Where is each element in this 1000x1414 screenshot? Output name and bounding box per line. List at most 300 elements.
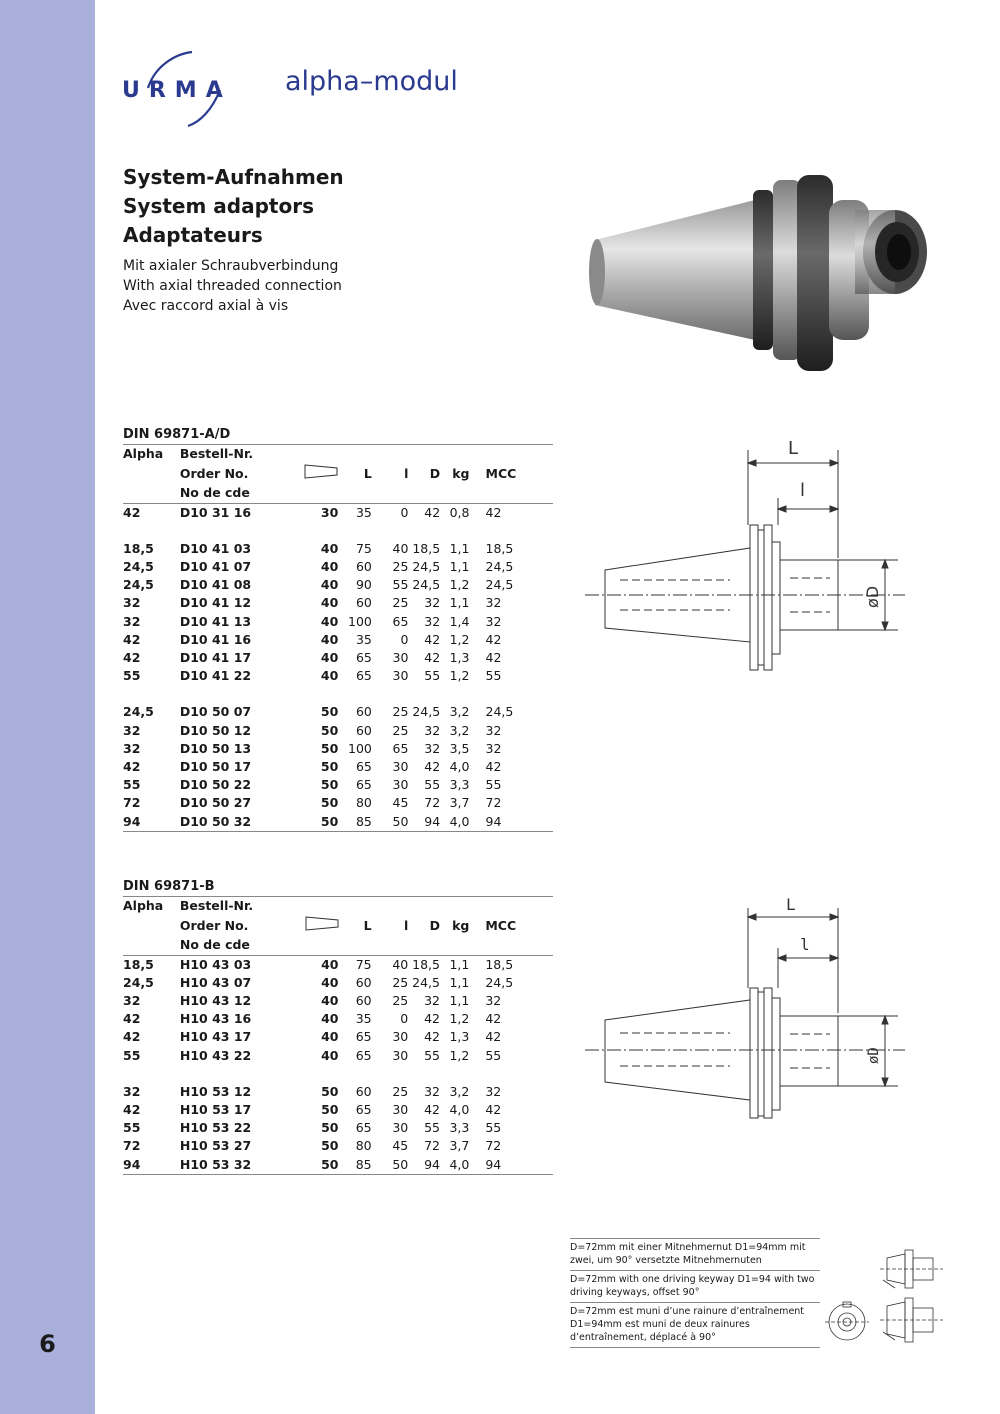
cell-kg: 1,1: [449, 993, 470, 1009]
table-row: [123, 631, 553, 649]
cell-mcc: 24,5: [485, 559, 514, 575]
cell-L: 35: [355, 1011, 372, 1027]
table-row: [123, 558, 553, 576]
cell-D: 55: [424, 1120, 440, 1136]
cell-taper: 40: [321, 1047, 339, 1063]
cell-D: 42: [424, 504, 441, 520]
table-row: [123, 1119, 553, 1137]
cell-kg: 3,3: [449, 1120, 470, 1136]
cell-D: 32: [424, 613, 441, 629]
cell-alpha: 72: [123, 795, 141, 811]
cell-l: 25: [392, 993, 409, 1009]
cell-mcc: 94: [470, 813, 554, 832]
cell-order-no: D10 41 17: [179, 650, 252, 666]
col-alpha: Alpha: [123, 898, 164, 913]
cell-mcc: 24,5: [485, 577, 514, 593]
cell-L: 65: [355, 1120, 372, 1136]
cell-L: 65: [355, 668, 372, 684]
cell-l: 30: [392, 1029, 409, 1045]
cell-D: 32: [424, 595, 441, 611]
cell-l: 0: [400, 504, 409, 520]
cell-order-no: D10 50 27: [179, 795, 252, 811]
cell-alpha: 42: [123, 1029, 141, 1045]
cell-L: 60: [355, 595, 372, 611]
cell-kg: 1,2: [449, 668, 470, 684]
table-title: DIN 69871-B: [123, 878, 553, 897]
col-alpha: Alpha: [123, 446, 164, 461]
table-row: [123, 594, 553, 612]
group-spacer: [123, 685, 553, 703]
table-row: [123, 992, 553, 1010]
cell-kg: 1,1: [449, 595, 470, 611]
cell-order-no: H10 43 07: [179, 974, 252, 990]
cell-alpha: 32: [123, 740, 141, 756]
cell-l: 45: [392, 1138, 409, 1154]
cell-D: 55: [424, 668, 441, 684]
cell-mcc: 72: [485, 1138, 502, 1154]
cell-taper: 40: [321, 993, 339, 1009]
cell-kg: 3,7: [449, 795, 470, 811]
cell-L: 60: [355, 993, 372, 1009]
table-row: [123, 576, 553, 594]
cell-taper: 40: [320, 577, 339, 593]
cell-mcc: 55: [485, 1047, 502, 1063]
cell-taper: 40: [320, 631, 339, 647]
cell-order-no: D10 41 13: [179, 613, 252, 629]
cell-taper: 30: [320, 504, 339, 520]
cell-taper: 50: [320, 759, 339, 775]
col-kg: kg: [452, 465, 470, 481]
cell-kg: 1,2: [449, 1011, 470, 1027]
cell-taper: 50: [299, 813, 343, 832]
cell-alpha: 94: [123, 813, 180, 832]
subtitle-fr: Avec raccord axial à vis: [123, 298, 289, 314]
keyway-diagram: [825, 1240, 945, 1360]
cell-alpha: 32: [123, 993, 141, 1009]
cell-order-no: H10 53 32: [180, 1156, 299, 1175]
cell-kg: 1,4: [449, 613, 470, 629]
cell-mcc: 32: [485, 993, 502, 1009]
cell-alpha: 24,5: [123, 704, 154, 720]
cell-l: 55: [392, 577, 409, 593]
cell-L: 65: [355, 1102, 372, 1118]
cell-kg: 1,1: [449, 956, 470, 972]
cell-alpha: 72: [123, 1138, 141, 1154]
cell-mcc: 32: [485, 613, 502, 629]
cell-order-no: D10 41 03: [179, 540, 252, 556]
cell-alpha: 42: [123, 1102, 141, 1118]
table-row: [123, 503, 553, 522]
cell-alpha: 32: [123, 595, 141, 611]
cell-kg: 1,1: [449, 559, 470, 575]
cell-L: 60: [355, 559, 372, 575]
table-row: [123, 813, 553, 832]
cell-D: 42: [424, 759, 441, 775]
table-row: [123, 722, 553, 740]
cell-l: 30: [392, 1102, 409, 1118]
cell-order-no: D10 31 16: [179, 504, 252, 520]
cell-mcc: 42: [485, 650, 502, 666]
cell-alpha: 42: [123, 650, 141, 666]
cell-D: 42: [424, 1011, 440, 1027]
cell-kg: 1,1: [449, 974, 470, 990]
cell-l: 30: [392, 1047, 409, 1063]
cell-taper: 40: [320, 559, 339, 575]
cell-kg: 3,7: [449, 1138, 470, 1154]
sidebar-band: [0, 0, 95, 1414]
cell-kg: 4,0: [440, 1156, 469, 1175]
table-row: [123, 1101, 553, 1119]
cell-alpha: 42: [123, 1011, 141, 1027]
cell-kg: 4,0: [449, 1102, 470, 1118]
cell-D: 55: [424, 777, 441, 793]
cell-l: 25: [392, 595, 409, 611]
cell-l: 65: [392, 740, 409, 756]
cell-order-no: H10 53 22: [179, 1120, 252, 1136]
cell-mcc: 42: [485, 1029, 502, 1045]
cell-L: 65: [355, 759, 372, 775]
cell-mcc: 42: [485, 504, 502, 520]
dim-l-label: l: [800, 480, 806, 501]
table-row: [123, 667, 553, 685]
note-fr: D=72mm est muni d’une rainure d’entraînement D1=94mm est muni de deux rainures d’entraînement, déplacé à 90°: [570, 1302, 820, 1347]
col-order-fr: No de cde: [180, 936, 299, 955]
cell-D: 32: [424, 993, 440, 1009]
cell-D: 24,5: [412, 577, 441, 593]
subtitle-block: [123, 256, 342, 316]
table-din-ad: [123, 426, 553, 832]
cell-L: 60: [355, 704, 372, 720]
cell-order-no: H10 43 22: [179, 1047, 252, 1063]
cell-mcc: 32: [485, 722, 502, 738]
cell-D: 55: [424, 1047, 440, 1063]
cell-D: 32: [424, 1083, 440, 1099]
cell-order-no: H10 43 16: [179, 1011, 252, 1027]
cell-taper: 50: [320, 722, 339, 738]
cell-L: 85: [342, 813, 372, 832]
cell-l: 0: [400, 631, 409, 647]
cell-alpha: 42: [123, 759, 141, 775]
cell-mcc: 42: [485, 631, 502, 647]
cell-taper: 50: [299, 1156, 343, 1175]
cell-L: 60: [355, 1083, 372, 1099]
cell-taper: 40: [321, 1011, 339, 1027]
cell-mcc: 32: [485, 595, 502, 611]
cell-L: 85: [343, 1156, 372, 1175]
cell-taper: 50: [321, 1083, 339, 1099]
table-row: [123, 649, 553, 667]
table-row: [123, 1047, 553, 1065]
col-order-de: Bestell-Nr.: [179, 898, 254, 913]
cell-l: 30: [392, 759, 409, 775]
cell-order-no: D10 50 32: [180, 813, 299, 832]
cell-l: 45: [392, 795, 409, 811]
cell-order-no: H10 53 12: [179, 1083, 252, 1099]
technical-drawing-ad: [580, 430, 910, 680]
cell-alpha: 42: [123, 631, 141, 647]
cell-taper: 50: [321, 1102, 339, 1118]
dim-L-label: L: [788, 438, 799, 459]
cell-L: 80: [355, 795, 372, 811]
cell-L: 90: [355, 577, 372, 593]
cell-l: 30: [392, 777, 409, 793]
table-row: [123, 955, 553, 974]
cell-taper: 50: [321, 1138, 339, 1154]
col-L: L: [363, 465, 372, 481]
cell-L: 65: [355, 1029, 372, 1045]
cell-order-no: D10 41 22: [179, 668, 252, 684]
cell-L: 80: [355, 1138, 372, 1154]
cell-taper: 40: [320, 650, 339, 666]
cell-taper: 50: [320, 777, 339, 793]
logo-product-text: alpha–modul: [285, 66, 458, 97]
page-number: 6: [39, 1330, 56, 1358]
col-l: l: [404, 465, 409, 481]
taper-icon: [304, 463, 338, 479]
cell-taper: 40: [320, 668, 339, 684]
cell-L: 75: [355, 956, 372, 972]
cell-D: 72: [424, 1138, 440, 1154]
cell-l: 25: [392, 722, 409, 738]
cell-D: 42: [424, 1102, 440, 1118]
cell-L: 35: [355, 631, 372, 647]
group-spacer: [123, 1065, 553, 1083]
cell-order-no: D10 50 12: [179, 722, 252, 738]
cell-kg: 3,2: [449, 704, 470, 720]
cell-alpha: 24,5: [123, 974, 154, 990]
cell-kg: 3,2: [449, 1083, 470, 1099]
table-row: [123, 540, 553, 558]
table-din-b: [123, 878, 553, 1175]
cell-l: 30: [392, 650, 409, 666]
table-row: [123, 974, 553, 992]
cell-mcc: 24,5: [485, 704, 514, 720]
logo-brand-text: URMA: [122, 78, 232, 103]
col-D: D: [429, 917, 440, 933]
cell-alpha: 24,5: [123, 559, 154, 575]
cell-taper: 50: [321, 1120, 339, 1136]
col-kg: kg: [452, 917, 470, 933]
cell-kg: 3,5: [449, 740, 470, 756]
cell-D: 24,5: [412, 704, 441, 720]
cell-alpha: 55: [123, 1047, 141, 1063]
cell-mcc: 18,5: [485, 956, 514, 972]
cell-alpha: 24,5: [123, 577, 154, 593]
cell-mcc: 32: [485, 740, 502, 756]
cell-l: 40: [392, 540, 409, 556]
cell-L: 75: [355, 540, 372, 556]
cell-L: 65: [355, 650, 372, 666]
title-en: System adaptors: [123, 194, 314, 218]
cell-mcc: 55: [485, 777, 502, 793]
dim-D-label: øD: [866, 1047, 882, 1064]
title-de: System-Aufnahmen: [123, 165, 344, 189]
cell-L: 65: [355, 777, 372, 793]
cell-mcc: 24,5: [485, 974, 514, 990]
cell-D: 18,5: [412, 956, 440, 972]
cell-order-no: H10 53 27: [179, 1138, 252, 1154]
cell-D: 42: [424, 631, 441, 647]
cell-l: 25: [392, 974, 409, 990]
cell-kg: 1,2: [449, 1047, 470, 1063]
cell-order-no: D10 41 16: [179, 631, 252, 647]
cell-order-no: D10 50 22: [179, 777, 252, 793]
cell-taper: 40: [321, 956, 339, 972]
cell-l: 0: [400, 1011, 409, 1027]
cell-D: 32: [424, 722, 441, 738]
table-body: [123, 955, 553, 1174]
product-photo: [585, 170, 945, 380]
cell-l: 40: [392, 956, 409, 972]
cell-L: 65: [355, 1047, 372, 1063]
table-row: [123, 1083, 553, 1101]
cell-kg: 1,2: [449, 577, 470, 593]
table-row: [123, 758, 553, 776]
cell-order-no: H10 43 03: [179, 956, 252, 972]
notes-block: [570, 1238, 820, 1348]
cell-mcc: 72: [485, 795, 502, 811]
cell-mcc: 42: [485, 759, 502, 775]
cell-l: 25: [392, 1083, 409, 1099]
cell-mcc: 42: [485, 1102, 502, 1118]
cell-kg: 0,8: [449, 504, 470, 520]
title-fr: Adaptateurs: [123, 223, 263, 247]
cell-taper: 40: [320, 595, 339, 611]
cell-kg: 3,3: [449, 777, 470, 793]
cell-L: 35: [355, 504, 372, 520]
technical-drawing-b: [580, 888, 910, 1148]
cell-D: 32: [424, 740, 441, 756]
cell-alpha: 55: [123, 668, 141, 684]
col-L: L: [363, 917, 372, 933]
table-row: [123, 776, 553, 794]
taper-icon: [305, 915, 339, 931]
table-row: [123, 1010, 553, 1028]
cell-taper: 40: [321, 1029, 339, 1045]
cell-mcc: 32: [485, 1083, 502, 1099]
cell-order-no: D10 50 13: [179, 740, 252, 756]
cell-kg: 1,2: [449, 631, 470, 647]
table-row: [123, 613, 553, 631]
table-body: [123, 503, 553, 831]
cell-D: 24,5: [412, 974, 440, 990]
dim-L-label: L: [786, 895, 796, 914]
cell-mcc: 55: [485, 1120, 502, 1136]
cell-L: 100: [348, 613, 372, 629]
col-D: D: [429, 465, 441, 481]
brand-logo: [120, 48, 510, 130]
data-table: [123, 445, 553, 832]
cell-l: 50: [372, 813, 409, 832]
cell-kg: 3,2: [449, 722, 470, 738]
cell-l: 30: [392, 1120, 409, 1136]
cell-order-no: H10 43 17: [179, 1029, 252, 1045]
cell-order-no: H10 43 12: [179, 993, 252, 1009]
cell-mcc: 55: [485, 668, 502, 684]
cell-mcc: 94: [469, 1156, 553, 1175]
cell-kg: 4,0: [449, 759, 470, 775]
cell-taper: 50: [320, 704, 339, 720]
cell-alpha: 42: [123, 504, 141, 520]
cell-order-no: D10 41 07: [179, 559, 252, 575]
cell-alpha: 18,5: [123, 540, 154, 556]
table-row: [123, 740, 553, 758]
cell-L: 60: [355, 974, 372, 990]
cell-alpha: 32: [123, 613, 141, 629]
cell-order-no: D10 50 17: [179, 759, 252, 775]
dim-D-label: øD: [863, 585, 882, 608]
cell-D: 24,5: [412, 559, 441, 575]
cell-taper: 50: [320, 740, 339, 756]
col-mcc: MCC: [485, 465, 517, 481]
cell-taper: 50: [320, 795, 339, 811]
cell-taper: 40: [320, 540, 339, 556]
cell-l: 25: [392, 559, 409, 575]
col-mcc: MCC: [485, 917, 517, 933]
cell-mcc: 18,5: [485, 540, 514, 556]
subtitle-en: With axial threaded connection: [123, 278, 342, 294]
cell-order-no: H10 53 17: [179, 1102, 252, 1118]
cell-alpha: 18,5: [123, 956, 154, 972]
table-row: [123, 794, 553, 812]
note-en: D=72mm with one driving keyway D1=94 with two driving keyways, offset 90°: [570, 1270, 820, 1302]
col-order-en: Order No.: [179, 917, 249, 933]
cell-L: 100: [348, 740, 372, 756]
cell-alpha: 32: [123, 722, 141, 738]
cell-taper: 40: [320, 613, 339, 629]
cell-order-no: D10 41 08: [179, 577, 252, 593]
cell-alpha: 94: [123, 1156, 180, 1175]
cell-alpha: 32: [123, 1083, 141, 1099]
cell-l: 30: [392, 668, 409, 684]
cell-kg: 1,3: [449, 1029, 470, 1045]
cell-D: 18,5: [412, 540, 441, 556]
cell-l: 65: [392, 613, 409, 629]
table-title: DIN 69871-A/D: [123, 426, 553, 445]
table-row: [123, 1156, 553, 1175]
cell-mcc: 42: [485, 1011, 502, 1027]
cell-order-no: D10 41 12: [179, 595, 252, 611]
cell-D: 72: [424, 795, 441, 811]
col-order-de: Bestell-Nr.: [179, 446, 254, 461]
col-order-fr: No de cde: [180, 484, 299, 503]
dim-l-label: l: [800, 935, 810, 954]
group-spacer: [123, 522, 553, 540]
cell-order-no: D10 50 07: [179, 704, 252, 720]
cell-kg: 4,0: [440, 813, 469, 832]
cell-D: 94: [408, 1156, 440, 1175]
data-table: [123, 897, 553, 1175]
col-l: l: [403, 917, 409, 933]
cell-kg: 1,1: [449, 540, 470, 556]
table-row: [123, 1137, 553, 1155]
title-block: [123, 163, 344, 250]
cell-D: 94: [408, 813, 440, 832]
note-de: D=72mm mit einer Mitnehmernut D1=94mm mit zwei, um 90° versetzte Mitnehmernuten: [570, 1238, 820, 1270]
cell-kg: 1,3: [449, 650, 470, 666]
subtitle-de: Mit axialer Schraubverbindung: [123, 258, 339, 274]
cell-alpha: 55: [123, 1120, 141, 1136]
cell-D: 42: [424, 1029, 440, 1045]
cell-L: 60: [355, 722, 372, 738]
cell-alpha: 55: [123, 777, 141, 793]
cell-D: 42: [424, 650, 441, 666]
cell-l: 25: [392, 704, 409, 720]
cell-l: 50: [372, 1156, 409, 1175]
table-row: [123, 1028, 553, 1046]
cell-taper: 40: [321, 974, 339, 990]
col-order-en: Order No.: [179, 465, 249, 481]
